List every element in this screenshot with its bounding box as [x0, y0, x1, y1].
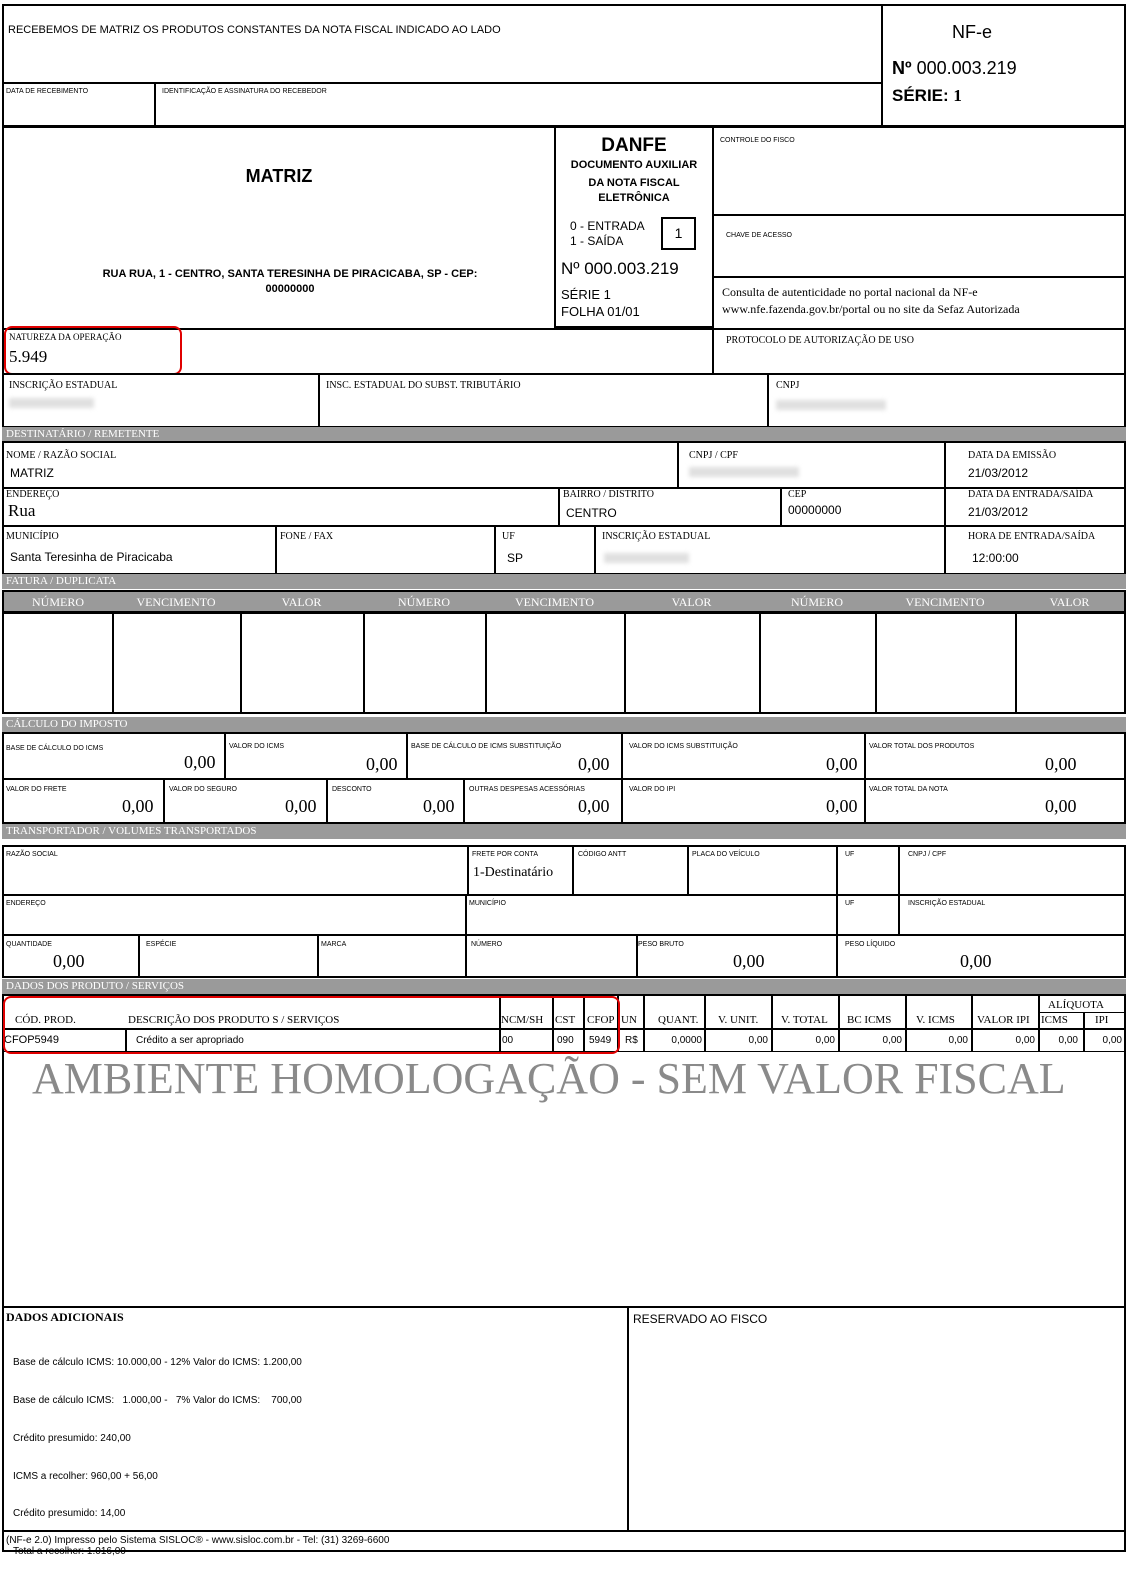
transporte-band: TRANSPORTADOR / VOLUMES TRANSPORTADOS [2, 824, 1126, 839]
prod-cst: 090 [557, 1035, 574, 1046]
fatura-hdr-valor-1: VALOR [240, 592, 365, 612]
prod-aipi: 0,00 [1102, 1035, 1122, 1046]
dest-nome-label: NOME / RAZÃO SOCIAL [6, 450, 117, 461]
fatura-hdr-valor-2: VALOR [624, 592, 761, 612]
fatura-col5 [624, 612, 626, 712]
prod-hdr-vtotal: V. TOTAL [781, 1014, 828, 1026]
ie-label: INSCRIÇÃO ESTADUAL [9, 380, 118, 391]
transp-ie-label: INSCRIÇÃO ESTADUAL [908, 900, 986, 907]
transp-qtd-value: 0,00 [53, 951, 85, 971]
prod-vipi: 0,00 [1015, 1035, 1035, 1046]
prod-cfop: 5949 [589, 1035, 612, 1046]
transp-frete-value: 1-Destinatário [473, 865, 554, 880]
assinatura-field[interactable] [158, 96, 880, 125]
dest-hora-label: HORA DE ENTRADA/SAÍDA [968, 531, 1096, 542]
fatura-hdr-numero-2: NÚMERO [363, 592, 487, 612]
calculo-band: CÁLCULO DO IMPOSTO [2, 717, 1126, 732]
calc-v7 [463, 778, 465, 824]
dest-ie-redacted [604, 553, 689, 563]
transp-pesobruto-label: PESO BRUTO [638, 941, 684, 948]
v-icms-label: VALOR DO ICMS [229, 743, 285, 750]
prod-hdr-aicms: ICMS [1041, 1014, 1068, 1026]
transp-v1 [467, 845, 469, 894]
adicionais-line-1: Base de cálculo ICMS: 10.000,00 - 12% Valor do ICMS: 1.200,00 [13, 1357, 302, 1369]
transp-pesoliq-value: 0,00 [960, 951, 992, 971]
transp-v2 [572, 845, 574, 894]
ie-vline2 [767, 373, 769, 427]
consulta-line2: www.nfe.fazenda.gov.br/portal ou no site da Sefaz Autorizada [722, 302, 1020, 316]
v-nota-value: 0,00 [1045, 796, 1077, 816]
frete-value: 0,00 [122, 796, 154, 816]
calc-v4 [864, 732, 866, 778]
transp-v8 [317, 934, 319, 978]
dest-bairro-label: BAIRRO / DISTRITO [563, 489, 654, 500]
canhoto-serie [892, 86, 962, 106]
transp-antt-label: CÓDIGO ANTT [578, 851, 627, 858]
produtos-band: DADOS DOS PRODUTO / SERVIÇOS [2, 979, 1126, 994]
calculo-hline [2, 778, 1126, 780]
fatura-col7 [875, 612, 877, 712]
chave-label: CHAVE DE ACESSO [726, 232, 793, 239]
dest-cep-label: CEP [788, 489, 807, 500]
ipi-value: 0,00 [826, 796, 858, 816]
dest-fone-vline [275, 525, 277, 575]
calc-v9 [864, 778, 866, 824]
dest-nome: MATRIZ [10, 466, 54, 480]
natureza-label: NATUREZA DA OPERAÇÃO [9, 332, 122, 342]
dest-cep: 00000000 [788, 503, 842, 517]
fatura-band: FATURA / DUPLICATA [2, 574, 1126, 589]
dest-bairro-vline [558, 487, 560, 525]
calc-v5 [163, 778, 165, 824]
prod-hdr-bcicms: BC ICMS [847, 1014, 892, 1026]
transp-v3 [687, 845, 689, 894]
prod-aicms: 0,00 [1058, 1035, 1078, 1046]
danfe-sub3: ELETRÔNICA [598, 192, 670, 204]
prod-vunit: 0,00 [748, 1035, 768, 1046]
canhoto-divider [881, 4, 883, 127]
adicionais-line-6: Total a recolher: 1.016,00 [13, 1546, 126, 1558]
calc-v1 [224, 732, 226, 778]
bc-st-label: BASE DE CÁLCULO DE ICMS SUBSTITUIÇÃO [411, 743, 562, 750]
fatura-col1 [112, 612, 114, 712]
bc-icms-label: BASE DE CÁLCULO DO ICMS [6, 745, 104, 752]
transp-v7 [138, 934, 140, 978]
prod-hdr-vipi: VALOR IPI [977, 1014, 1030, 1026]
calc-v8 [621, 778, 623, 824]
canhoto-numero [892, 58, 1017, 79]
dest-cnpj-label: CNPJ / CPF [689, 450, 738, 461]
dest-emissao-label: DATA DA EMISSÃO [968, 450, 1057, 461]
fatura-hdr-vencimento-2: VENCIMENTO [485, 592, 626, 612]
transporte-box [2, 845, 1126, 978]
serie-label: SÉRIE: [892, 86, 949, 105]
dest-cep-vline [780, 487, 782, 525]
fatura-hdr-numero-1: NÚMERO [4, 592, 114, 612]
transp-marca-label: MARCA [321, 941, 347, 948]
prod-hdr-ncm: NCM/SH [501, 1014, 544, 1026]
prod-cod: CFOP5949 [4, 1034, 60, 1046]
prod-hdr-aliquota: ALÍQUOTA [1048, 999, 1104, 1011]
fatura-hdr-line [2, 611, 1126, 614]
adicionais-vline [627, 1306, 629, 1532]
ie-vline1 [318, 373, 320, 427]
data-recebimento-field[interactable] [4, 96, 152, 125]
v-prod-label: VALOR TOTAL DOS PRODUTOS [869, 743, 975, 750]
dest-endereco-label: ENDEREÇO [6, 489, 60, 500]
prod-ncm: 00 [502, 1035, 514, 1046]
prod-hdr-vunit: V. UNIT. [718, 1014, 759, 1026]
seguro-value: 0,00 [285, 796, 317, 816]
prod-quant: 0,0000 [671, 1035, 702, 1046]
transp-v11 [836, 934, 838, 978]
transp-pesobruto-value: 0,00 [733, 951, 765, 971]
emitente-nome: MATRIZ [245, 166, 313, 186]
dest-uf-label: UF [502, 531, 515, 542]
serie-value: 1 [953, 86, 962, 105]
emitente-endereco [60, 267, 520, 297]
seguro-label: VALOR DO SEGURO [169, 786, 237, 793]
dest-bairro: CENTRO [566, 506, 617, 520]
dest-uf: SP [507, 551, 524, 565]
transp-uf-label: UF [845, 851, 855, 858]
calc-v2 [406, 732, 408, 778]
transp-pesoliq-label: PESO LÍQUIDO [845, 941, 896, 948]
transp-v4 [836, 845, 838, 934]
prod-bcicms: 0,00 [882, 1035, 902, 1046]
protocolo-label: PROTOCOLO DE AUTORIZAÇÃO DE USO [726, 335, 914, 346]
fatura-col8 [1015, 612, 1017, 712]
destinatario-band: DESTINATÁRIO / REMETENTE [2, 427, 1126, 442]
dest-endereco: Rua [8, 501, 36, 520]
canhoto-hline [2, 82, 883, 84]
cnpj-redacted [776, 400, 886, 410]
danfe-saida: 1 - SAÍDA [570, 234, 624, 248]
ie-hline [2, 373, 1126, 375]
calc-v6 [326, 778, 328, 824]
fatura-col3 [363, 612, 365, 712]
dest-municipio: Santa Teresinha de Piracicaba [10, 550, 173, 564]
frete-label: VALOR DO FRETE [6, 786, 67, 793]
watermark: AMBIENTE HOMOLOGAÇÃO - SEM VALOR FISCAL [32, 1054, 1066, 1103]
dest-emissao-vline [944, 441, 946, 575]
transp-cnpj-label: CNPJ / CPF [908, 851, 947, 858]
fatura-hdr-vencimento-3: VENCIMENTO [875, 592, 1017, 612]
v-icms-value: 0,00 [366, 754, 398, 774]
emitente-cep: 00000000 [265, 283, 315, 295]
danfe-title: DANFE [601, 135, 667, 156]
ie-redacted [9, 398, 94, 408]
transp-v9 [465, 934, 467, 978]
desconto-label: DESCONTO [332, 786, 372, 793]
dest-fone-label: FONE / FAX [280, 531, 334, 542]
cnpj-label: CNPJ [776, 380, 800, 391]
dest-cnpj-redacted [689, 467, 799, 477]
transp-especie-label: ESPÉCIE [146, 941, 177, 948]
prod-hdr-aipi: IPI [1095, 1014, 1109, 1026]
danfe-tipo-box [661, 217, 696, 250]
transp-municipio-label: MUNICÍPIO [469, 900, 506, 907]
numero-value: 000.003.219 [916, 58, 1017, 78]
transp-v5 [898, 845, 900, 934]
v-st-label: VALOR DO ICMS SUBSTITUIÇÃO [629, 743, 738, 750]
transp-frete-label: FRETE POR CONTA [472, 851, 538, 858]
fatura-col6 [759, 612, 761, 712]
danfe-tipo: 1 [674, 225, 683, 241]
danfe-folha: FOLHA 01/01 [561, 304, 640, 319]
natureza-value: 5.949 [9, 347, 48, 366]
fatura-hdr-vencimento-1: VENCIMENTO [112, 592, 242, 612]
dest-ie-vline [594, 525, 596, 575]
dest-uf-vline [494, 525, 496, 575]
danfe-sub2: DA NOTA FISCAL [588, 177, 680, 189]
outras-label: OUTRAS DESPESAS ACESSÓRIAS [469, 786, 585, 793]
transp-v6 [465, 894, 467, 934]
identificacao-label: IDENTIFICAÇÃO E ASSINATURA DO RECEBEDOR [162, 88, 327, 95]
prod-vtotal: 0,00 [815, 1035, 835, 1046]
protocolo-vline [712, 328, 714, 375]
adicionais-line-4: ICMS a recolher: 960,00 + 56,00 [13, 1470, 158, 1482]
nfe-label: NF-e [952, 22, 992, 42]
danfe-entrada: 0 - ENTRADA [570, 219, 645, 233]
prod-aliq-line [1038, 1012, 1126, 1013]
v-prod-value: 0,00 [1045, 754, 1077, 774]
prod-hdr-cod: CÓD. PROD. [15, 1014, 76, 1026]
transp-numero-label: NÚMERO [471, 941, 503, 948]
prod-hdr-un: UN [621, 1014, 637, 1026]
reservado-fisco-label: RESERVADO AO FISCO [633, 1312, 768, 1326]
desconto-value: 0,00 [423, 796, 455, 816]
fatura-hdr-valor-3: VALOR [1015, 592, 1124, 612]
ipi-label: VALOR DO IPI [629, 786, 676, 793]
bc-icms-value: 0,00 [184, 752, 216, 772]
transp-qtd-label: QUANTIDADE [6, 941, 52, 948]
adicionais-title: DADOS ADICIONAIS [6, 1310, 124, 1324]
dest-entrada: 21/03/2012 [968, 505, 1029, 519]
dest-hline2 [2, 525, 1126, 527]
prod-hdr-desc: DESCRIÇÃO DOS PRODUTO S / SERVIÇOS [128, 1014, 340, 1026]
v-st-value: 0,00 [826, 754, 858, 774]
fatura-col2 [240, 612, 242, 712]
calc-v3 [621, 732, 623, 778]
transp-uf2-label: UF [845, 900, 855, 907]
v-nota-label: VALOR TOTAL DA NOTA [869, 786, 948, 793]
consulta-line1: Consulta de autenticidade no portal nacional da NF-e [722, 285, 978, 299]
prod-hdr-cfop: CFOP [587, 1014, 615, 1026]
danfe-numero: Nº 000.003.219 [561, 259, 679, 278]
ie-st-label: INSC. ESTADUAL DO SUBST. TRIBUTÁRIO [326, 380, 521, 391]
fatura-col4 [485, 612, 487, 712]
canhoto-vline [154, 82, 156, 127]
prod-un: R$ [625, 1035, 638, 1046]
prod-desc: Crédito a ser apropriado [136, 1035, 244, 1046]
transp-razao-label: RAZÃO SOCIAL [6, 851, 58, 858]
data-recebimento-label: DATA DE RECEBIMENTO [6, 88, 89, 95]
adicionais-line-3: Crédito presumido: 240,00 [13, 1432, 131, 1444]
dest-hora: 12:00:00 [972, 551, 1019, 565]
transp-endereco-label: ENDEREÇO [6, 900, 46, 907]
dest-municipio-label: MUNICÍPIO [6, 531, 59, 542]
transp-placa-label: PLACA DO VEÍCULO [692, 851, 760, 858]
footer-text: (NF-e 2.0) Impresso pelo Sistema SISLOC® - www.sisloc.com.br - Tel: (31) 3269-6600 [6, 1535, 390, 1546]
dest-cnpj-vline [677, 441, 679, 487]
natureza-highlight [4, 326, 182, 375]
outras-value: 0,00 [578, 796, 610, 816]
produtos-highlight [3, 996, 620, 1054]
transp-hline1 [2, 894, 1126, 896]
danfe-serie: SÉRIE 1 [561, 287, 611, 302]
adicionais-line-5: Crédito presumido: 14,00 [13, 1508, 126, 1520]
fatura-hdr-numero-3: NÚMERO [759, 592, 877, 612]
recebemos-text: RECEBEMOS DE MATRIZ OS PRODUTOS CONSTANTES DA NOTA FISCAL INDICADO AO LADO [8, 24, 501, 36]
emitente-endereco-text: RUA RUA, 1 - CENTRO, SANTA TERESINHA DE PIRACICABA, SP - CEP: [102, 268, 478, 280]
numero-prefix: Nº [892, 58, 912, 78]
transp-hline2 [2, 934, 1126, 936]
prod-vicms: 0,00 [948, 1035, 968, 1046]
dest-emissao: 21/03/2012 [968, 466, 1029, 480]
adicionais-line-2: Base de cálculo ICMS: 1.000,00 - 7% Valor do ICMS: 700,00 [13, 1394, 302, 1406]
prod-hdr-vicms: V. ICMS [916, 1014, 955, 1026]
dest-entrada-label: DATA DA ENTRADA/SAÍDA [968, 489, 1094, 500]
danfe-sub1: DOCUMENTO AUXILIAR [570, 159, 698, 171]
dest-ie-label: INSCRIÇÃO ESTADUAL [602, 531, 711, 542]
prod-hdr-quant: QUANT. [658, 1014, 699, 1026]
chave-box [712, 214, 1126, 278]
controle-fisco-label: CONTROLE DO FISCO [720, 137, 795, 144]
prod-hdr-cst: CST [555, 1014, 576, 1026]
bc-st-value: 0,00 [578, 754, 610, 774]
